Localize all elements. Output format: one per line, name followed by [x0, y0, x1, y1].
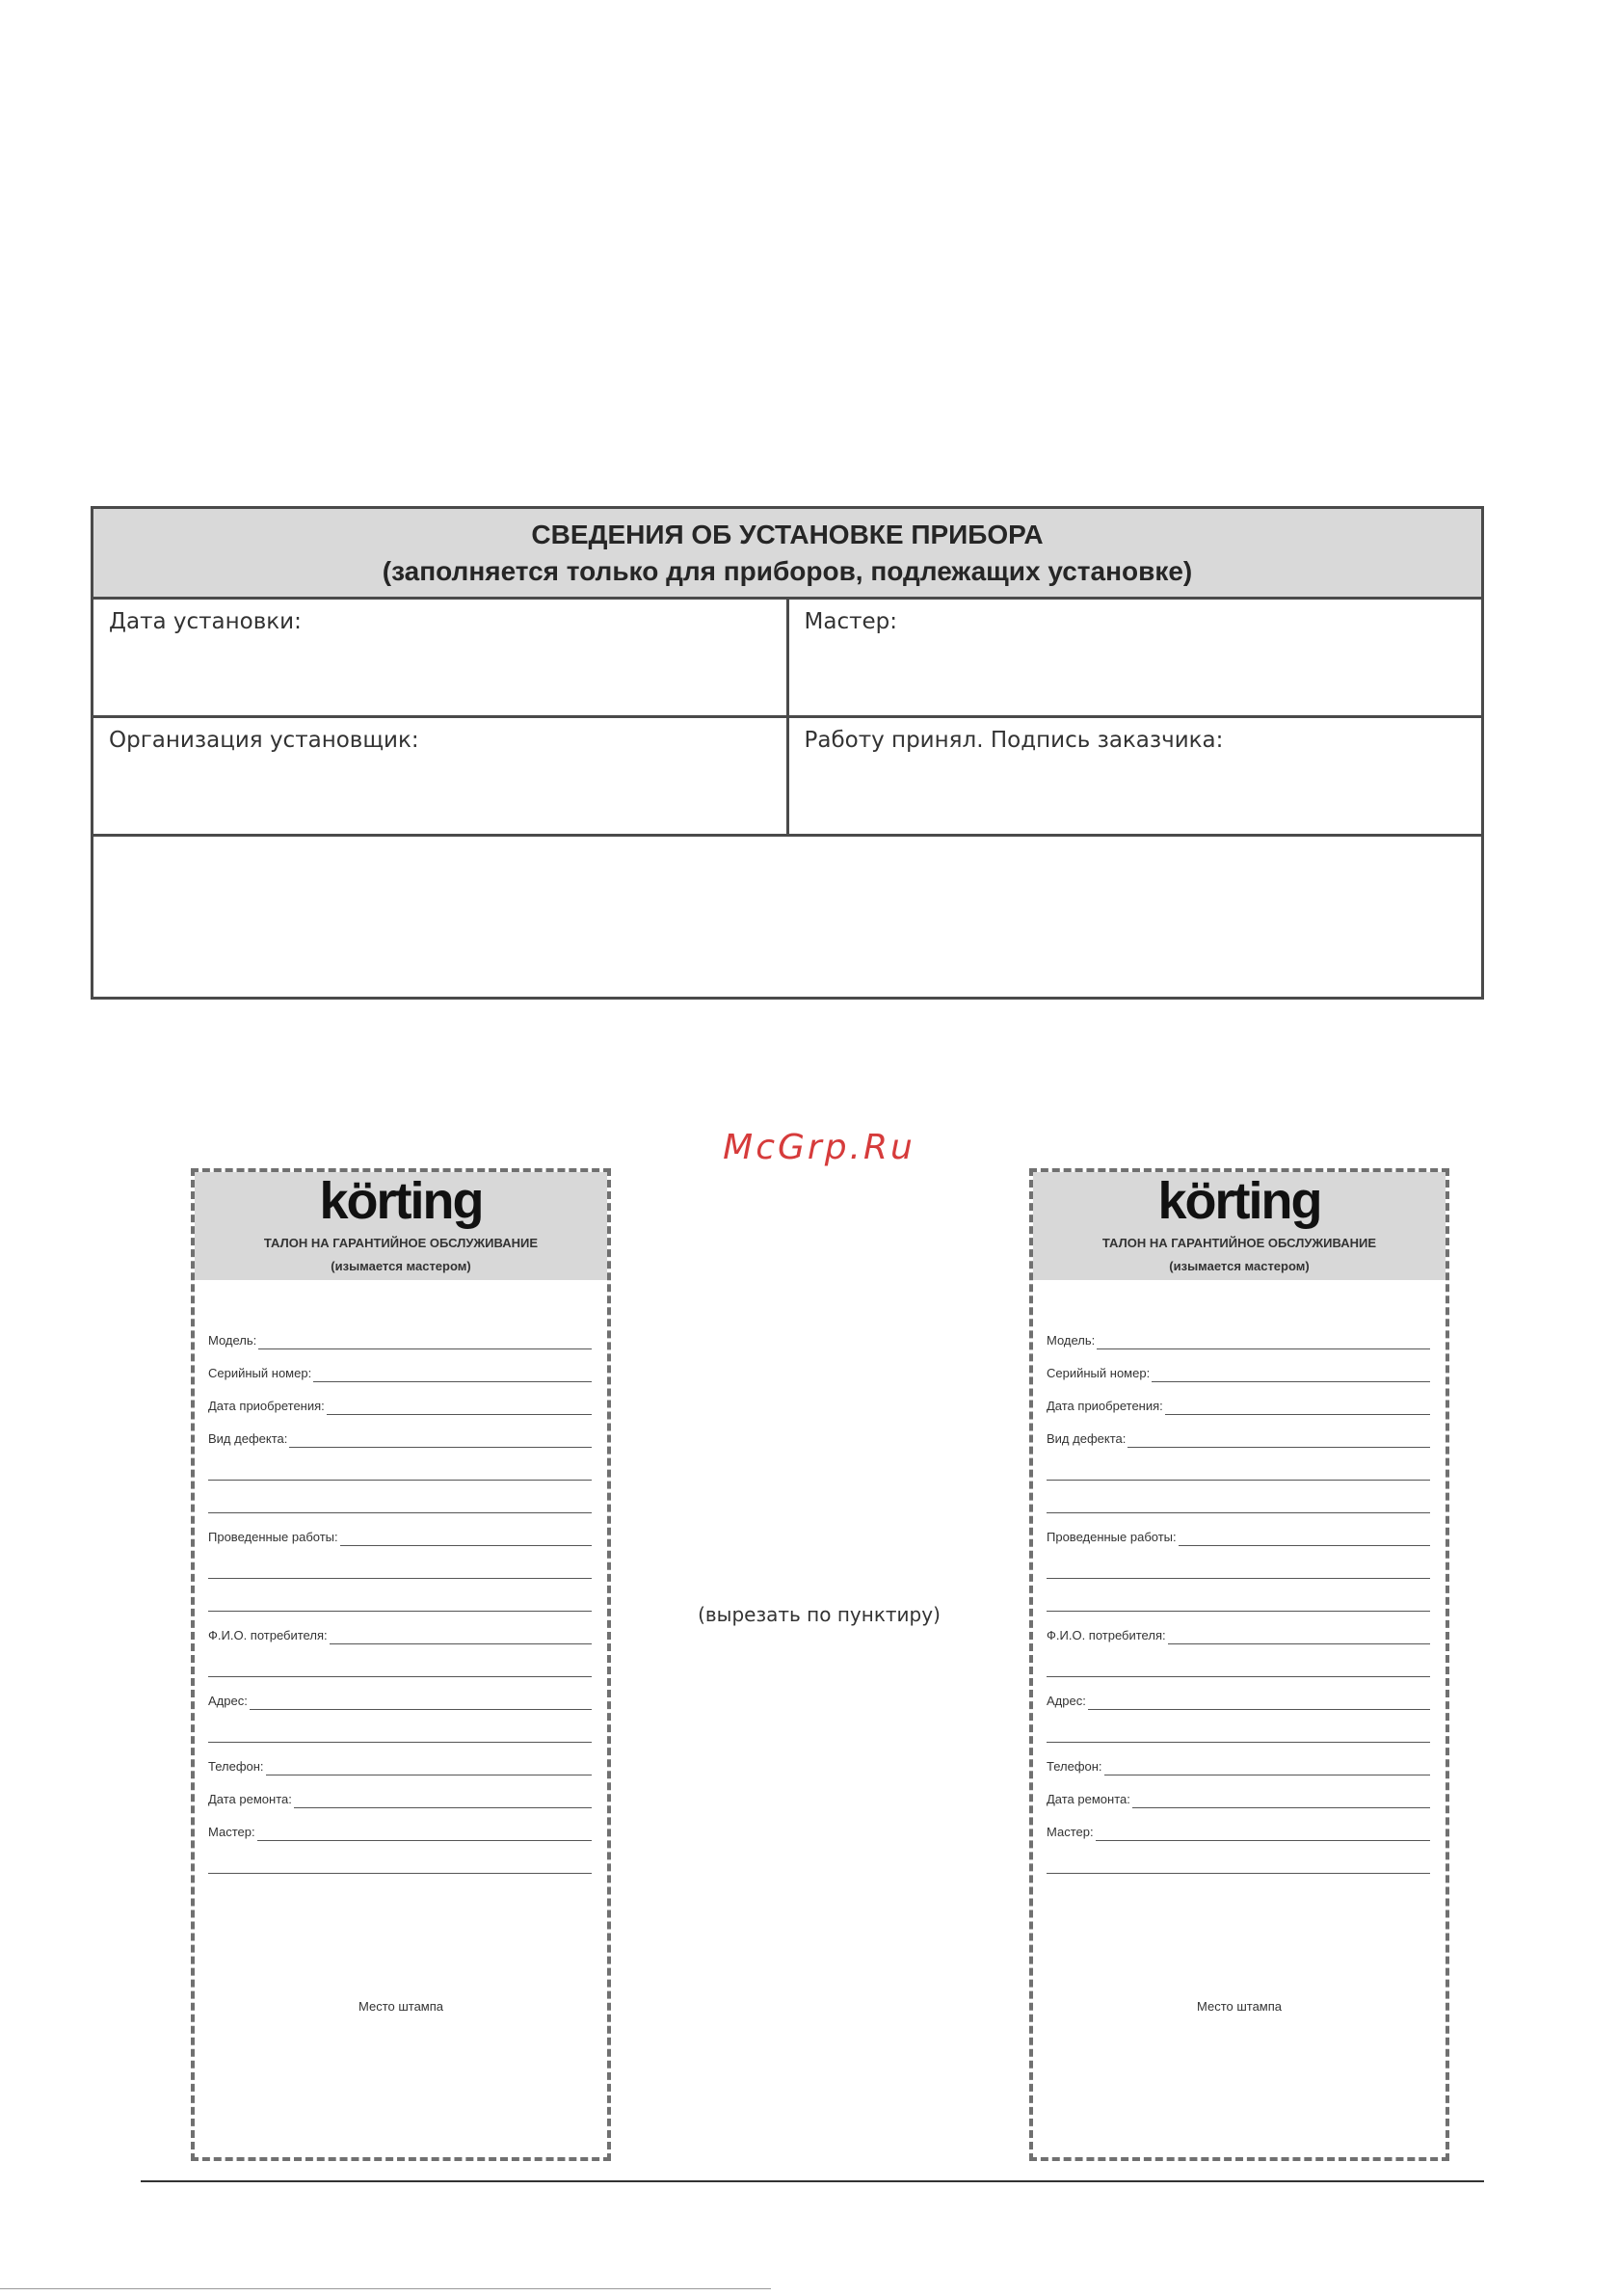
coupon-blank-line[interactable]	[208, 1710, 592, 1743]
model-line	[258, 1348, 592, 1349]
blank-line	[208, 1872, 592, 1874]
coupon-works-field[interactable]	[208, 1513, 592, 1546]
master-line	[1096, 1839, 1430, 1841]
coupon-master-field[interactable]	[208, 1808, 592, 1841]
blank-line	[208, 1675, 592, 1677]
coupon-blank-line[interactable]	[208, 1841, 592, 1874]
coupon-phone-field[interactable]	[208, 1743, 592, 1775]
blank-line	[208, 1479, 592, 1481]
coupon-title: ТАЛОН НА ГАРАНТИЙНОЕ ОБСЛУЖИВАНИЕ	[1101, 1236, 1377, 1250]
install-accepted-field[interactable]	[786, 718, 1482, 834]
coupon-model-field[interactable]	[1047, 1317, 1430, 1349]
address-line	[250, 1708, 592, 1710]
blank-line	[1047, 1675, 1430, 1677]
purchase-date-line	[1165, 1413, 1430, 1415]
blank-line	[1047, 1610, 1430, 1612]
coupon-header	[1033, 1172, 1446, 1280]
blank-line	[1047, 1741, 1430, 1743]
coupon-subtitle: (изымается мастером)	[331, 1259, 471, 1273]
purchase-date-label: Дата приобретения:	[208, 1399, 325, 1413]
coupon-repair-date-field[interactable]	[1047, 1775, 1430, 1808]
repair-date-label: Дата ремонта:	[1047, 1792, 1130, 1806]
blank-line	[208, 1610, 592, 1612]
brand-logo: körting	[319, 1172, 483, 1230]
coupon-works-field[interactable]	[1047, 1513, 1430, 1546]
address-label: Адрес:	[1047, 1694, 1086, 1708]
coupon-serial-field[interactable]	[1047, 1349, 1430, 1382]
coupon-address-field[interactable]	[208, 1677, 592, 1710]
installation-notes-area[interactable]	[93, 837, 1481, 1001]
install-master-field[interactable]	[786, 600, 1482, 715]
purchase-date-line	[327, 1413, 592, 1415]
coupon-blank-line[interactable]	[208, 1546, 592, 1579]
phone-line	[266, 1774, 592, 1775]
warranty-coupon-1	[191, 1168, 611, 2161]
stamp-place: Место штампа	[1196, 1999, 1283, 2014]
defect-line	[1127, 1446, 1430, 1448]
coupon-title: ТАЛОН НА ГАРАНТИЙНОЕ ОБСЛУЖИВАНИЕ	[263, 1236, 539, 1250]
coupon-model-field[interactable]	[208, 1317, 592, 1349]
coupon-fields	[195, 1280, 607, 1874]
works-label: Проведенные работы:	[1047, 1530, 1177, 1544]
installation-title: СВЕДЕНИЯ ОБ УСТАНОВКЕ ПРИБОРА	[531, 519, 1044, 549]
repair-date-line	[1132, 1806, 1430, 1808]
coupon-blank-line[interactable]	[1047, 1579, 1430, 1612]
model-label: Модель:	[208, 1333, 257, 1348]
master-label: Мастер:	[208, 1825, 255, 1839]
blank-line	[1047, 1479, 1430, 1481]
coupon-address-field[interactable]	[1047, 1677, 1430, 1710]
installation-subtitle: (заполняется только для приборов, подлежащих установке)	[382, 555, 1193, 586]
blank-line	[1047, 1511, 1430, 1513]
customer-label: Ф.И.О. потребителя:	[1047, 1628, 1166, 1642]
customer-label: Ф.И.О. потребителя:	[208, 1628, 328, 1642]
installation-row-1	[93, 600, 1481, 718]
footer-line	[0, 2288, 771, 2289]
coupon-customer-field[interactable]	[208, 1612, 592, 1644]
coupon-blank-line[interactable]	[1047, 1710, 1430, 1743]
installation-info-table	[91, 506, 1484, 1000]
repair-date-label: Дата ремонта:	[208, 1792, 292, 1806]
coupon-subtitle: (изымается мастером)	[1169, 1259, 1310, 1273]
coupon-blank-line[interactable]	[208, 1481, 592, 1513]
coupon-serial-field[interactable]	[208, 1349, 592, 1382]
address-label: Адрес:	[208, 1694, 248, 1708]
model-line	[1097, 1348, 1430, 1349]
blank-line	[208, 1511, 592, 1513]
page-bottom-rule	[141, 2180, 1484, 2182]
works-label: Проведенные работы:	[208, 1530, 338, 1544]
blank-line	[208, 1741, 592, 1743]
coupon-defect-field[interactable]	[208, 1415, 592, 1448]
repair-date-line	[294, 1806, 592, 1808]
installation-header	[93, 509, 1481, 600]
coupon-fields	[1033, 1280, 1446, 1874]
install-accepted-label: Работу принял. Подпись заказчика:	[804, 728, 1224, 753]
serial-line	[1152, 1380, 1430, 1382]
coupon-blank-line[interactable]	[1047, 1644, 1430, 1677]
coupon-blank-line[interactable]	[1047, 1481, 1430, 1513]
coupon-blank-line[interactable]	[1047, 1841, 1430, 1874]
coupon-header	[195, 1172, 607, 1280]
address-line	[1088, 1708, 1430, 1710]
defect-line	[289, 1446, 592, 1448]
works-line	[1179, 1544, 1430, 1546]
purchase-date-label: Дата приобретения:	[1047, 1399, 1163, 1413]
install-master-label: Мастер:	[804, 609, 897, 634]
install-organization-field[interactable]	[93, 718, 786, 834]
coupon-customer-field[interactable]	[1047, 1612, 1430, 1644]
coupon-blank-line[interactable]	[208, 1644, 592, 1677]
master-line	[257, 1839, 592, 1841]
defect-label: Вид дефекта:	[208, 1431, 288, 1446]
install-date-field[interactable]	[93, 600, 786, 715]
blank-line	[208, 1577, 592, 1579]
model-label: Модель:	[1047, 1333, 1096, 1348]
warranty-coupon-2	[1029, 1168, 1449, 2161]
watermark: McGrp.Ru	[723, 1128, 915, 1167]
works-line	[340, 1544, 592, 1546]
blank-line	[1047, 1577, 1430, 1579]
coupon-blank-line[interactable]	[1047, 1546, 1430, 1579]
cut-hint: (вырезать по пунктиру)	[698, 1603, 941, 1626]
installation-row-2	[93, 718, 1481, 837]
phone-label: Телефон:	[1047, 1759, 1102, 1774]
coupon-blank-line[interactable]	[1047, 1448, 1430, 1481]
customer-line	[330, 1642, 592, 1644]
serial-label: Серийный номер:	[208, 1366, 312, 1380]
install-organization-label: Организация установщик:	[109, 728, 419, 753]
coupon-blank-line[interactable]	[208, 1579, 592, 1612]
master-label: Мастер:	[1047, 1825, 1094, 1839]
serial-line	[313, 1380, 592, 1382]
coupon-defect-field[interactable]	[1047, 1415, 1430, 1448]
coupon-blank-line[interactable]	[208, 1448, 592, 1481]
phone-line	[1104, 1774, 1430, 1775]
coupon-phone-field[interactable]	[1047, 1743, 1430, 1775]
coupon-purchase-date-field[interactable]	[1047, 1382, 1430, 1415]
coupon-repair-date-field[interactable]	[208, 1775, 592, 1808]
defect-label: Вид дефекта:	[1047, 1431, 1127, 1446]
phone-label: Телефон:	[208, 1759, 264, 1774]
blank-line	[1047, 1872, 1430, 1874]
coupon-purchase-date-field[interactable]	[208, 1382, 592, 1415]
coupon-master-field[interactable]	[1047, 1808, 1430, 1841]
install-date-label: Дата установки:	[109, 609, 302, 634]
brand-logo: körting	[1157, 1172, 1321, 1230]
stamp-place: Место штампа	[358, 1999, 444, 2014]
serial-label: Серийный номер:	[1047, 1366, 1151, 1380]
customer-line	[1168, 1642, 1430, 1644]
